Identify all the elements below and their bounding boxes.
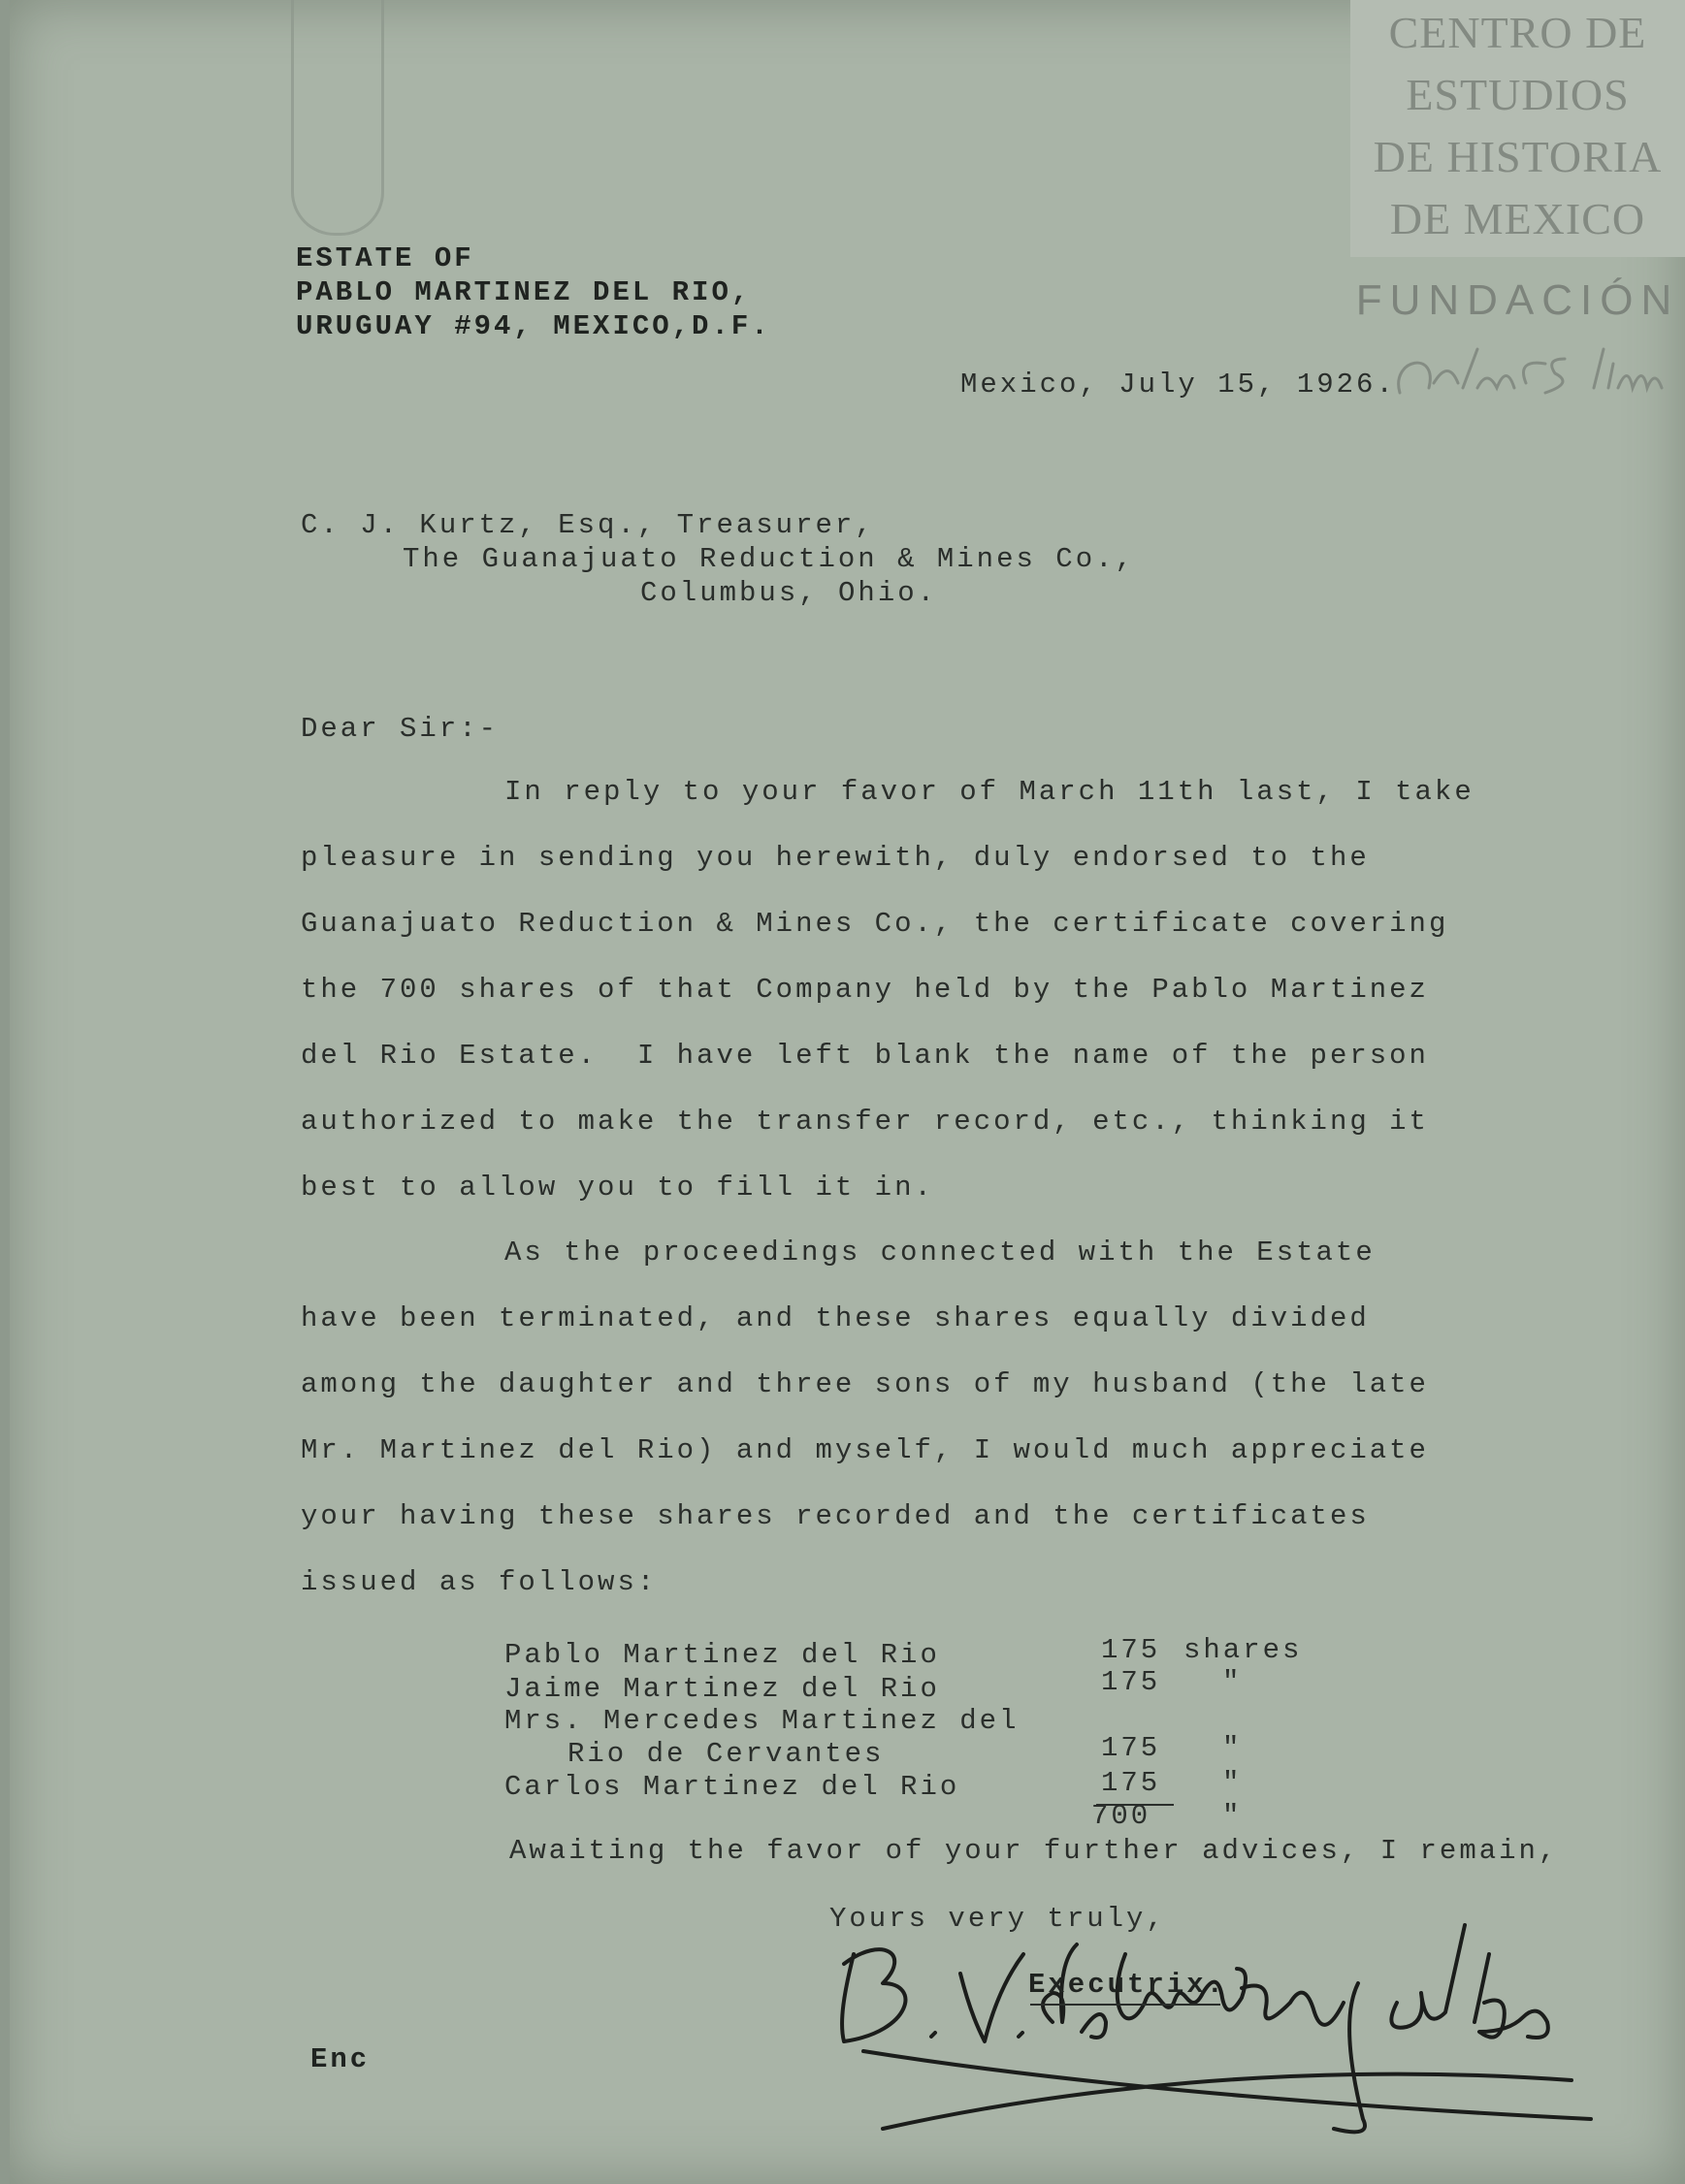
share-row-2-name: Jaime Martinez del Rio — [504, 1673, 940, 1705]
stamp-line-2: ESTUDIOS — [1406, 70, 1630, 119]
share-row-1-unit: shares — [1183, 1634, 1303, 1666]
share-row-3-value: 175 — [1101, 1732, 1161, 1764]
handwritten-signature — [815, 1896, 1610, 2148]
stamp-line-4: DE MEXICO — [1389, 194, 1646, 243]
body-p1-line-3: Guanajuato Reduction & Mines Co., the certificate covering — [301, 908, 1449, 940]
share-row-1-name: Pablo Martinez del Rio — [504, 1639, 940, 1671]
share-row-4-value: 175 — [1101, 1767, 1161, 1799]
share-row-1-value: 175 — [1101, 1634, 1161, 1666]
letter-page — [10, 0, 1685, 2184]
stamp-foundation: FUNDACIÓN — [1355, 276, 1680, 324]
body-p2-line-2: have been terminated, and these shares equally divided — [301, 1302, 1370, 1334]
body-p2-line-6: issued as follows: — [301, 1566, 658, 1598]
signer-title: Executrix. — [1028, 1969, 1227, 2001]
body-p1-line-2: pleasure in sending you herewith, duly endorsed to the — [301, 842, 1370, 874]
stamp-line-1: CENTRO DE — [1388, 8, 1647, 57]
body-p1-line-5: del Rio Estate. I have left blank the name of the person — [301, 1040, 1429, 1072]
share-row-4-name: Carlos Martinez del Rio — [504, 1771, 960, 1803]
stamp-signature-logo — [1380, 339, 1671, 417]
share-row-4-unit: " — [1222, 1767, 1243, 1799]
body-p2-line-5: your having these shares recorded and the certificates — [301, 1500, 1370, 1532]
archive-stamp — [1350, 0, 1685, 257]
recipient-line-1: C. J. Kurtz, Esq., Treasurer, — [301, 509, 875, 541]
recipient-line-3: Columbus, Ohio. — [640, 577, 938, 609]
enclosure-note: Enc — [310, 2043, 371, 2075]
body-p1-line-4: the 700 shares of that Company held by the Pablo Martinez — [301, 974, 1429, 1006]
body-p2-line-1: As the proceedings connected with the Estate — [504, 1237, 1376, 1269]
body-p1-line-7: best to allow you to fill it in. — [301, 1172, 934, 1204]
share-row-3-name-cont: Rio de Cervantes — [567, 1738, 885, 1770]
share-row-2-value: 175 — [1101, 1666, 1161, 1698]
salutation: Dear Sir:- — [301, 713, 500, 745]
complimentary-close: Yours very truly, — [829, 1903, 1166, 1935]
body-p2-line-4: Mr. Martinez del Rio) and myself, I would much appreciate — [301, 1434, 1429, 1466]
title-underline — [1030, 2004, 1220, 2006]
letter-date: Mexico, July 15, 1926. — [960, 369, 1396, 401]
body-p1-line-6: authorized to make the transfer record, etc., thinking it — [301, 1106, 1429, 1138]
share-row-3-unit: " — [1222, 1732, 1243, 1764]
body-p2-line-3: among the daughter and three sons of my husband (the late — [301, 1368, 1429, 1400]
letterhead-line-3: URUGUAY #94, MEXICO,D.F. — [296, 310, 771, 342]
share-total-value: 700 — [1091, 1800, 1151, 1832]
stamp-line-3: DE HISTORIA — [1373, 132, 1663, 181]
letterhead-line-2: PABLO MARTINEZ DEL RIO, — [296, 276, 752, 308]
recipient-line-2: The Guanajuato Reduction & Mines Co., — [403, 543, 1135, 575]
share-row-2-unit: " — [1222, 1666, 1243, 1698]
letterhead-line-1: ESTATE OF — [296, 242, 474, 274]
paperclip-mark — [291, 0, 384, 236]
share-row-3-name: Mrs. Mercedes Martinez del — [504, 1705, 1020, 1737]
body-p1-line-1: In reply to your favor of March 11th last, I take — [504, 776, 1474, 808]
share-total-unit: " — [1222, 1800, 1243, 1832]
closing-line: Awaiting the favor of your further advices, I remain, — [509, 1835, 1559, 1867]
